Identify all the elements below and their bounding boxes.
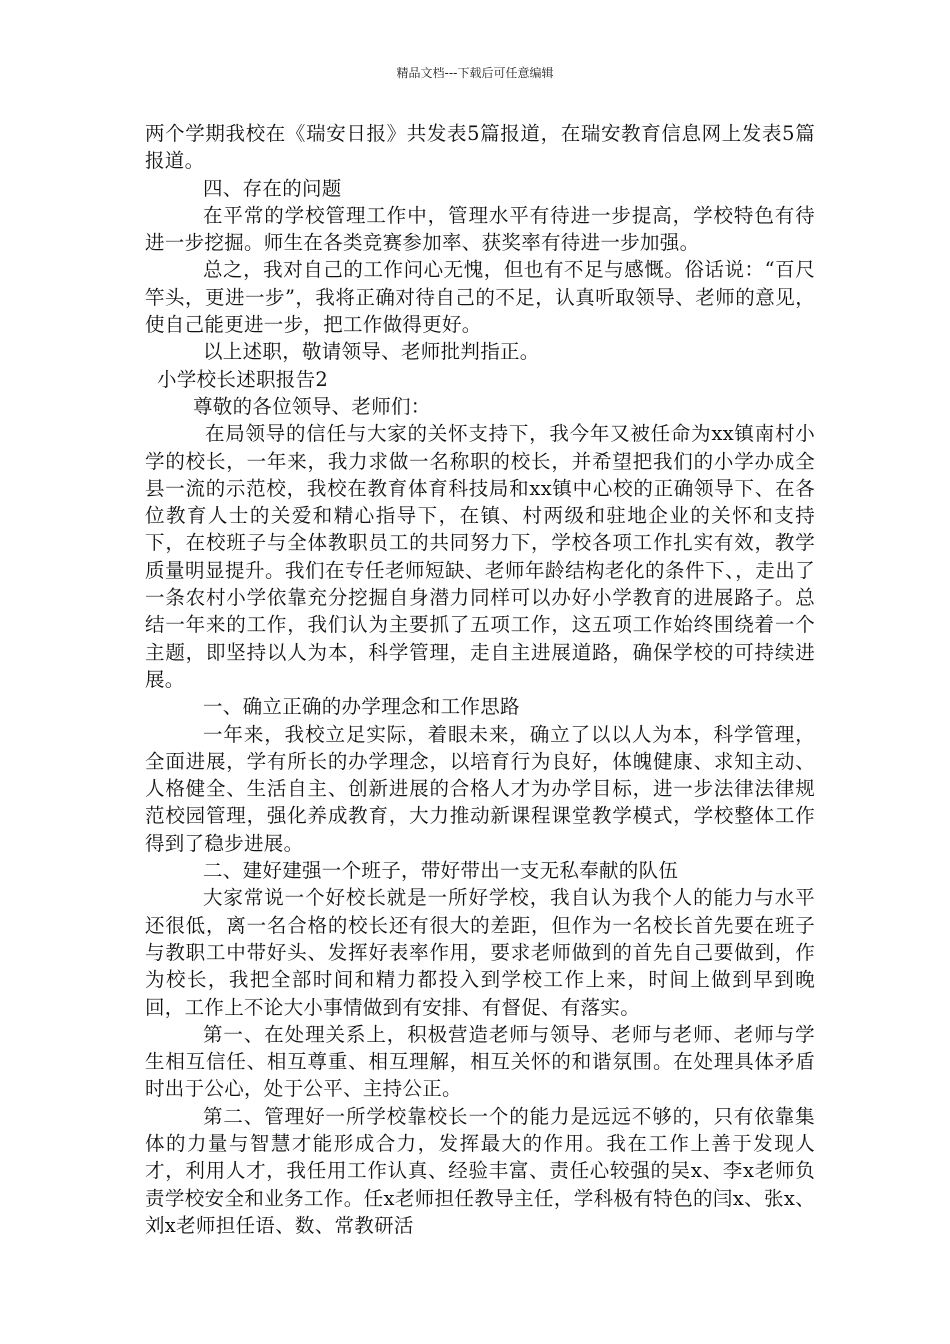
- section-heading: 四、存在的问题: [203, 176, 342, 200]
- paragraph: 大家常说一个好校长就是一所好学校，我自认为我个人的能力与水平还很低，离一名合格的校长还有很大的差距，但作为一名校长首先要在班子与教职工中带好头、发挥好表率作用，要求老师做到的首先自己要做到，作为校长，我把全部时间和精力都投入到学校工作上来，时间上做到早到晚回，工作上不论大小事情做到有安排、有督促、有落实。: [145, 886, 815, 1019]
- paragraph: 两个学期我校在《瑞安日报》共发表5篇报道，在瑞安教育信息网上发表5篇报道。: [145, 122, 815, 173]
- paragraph: 以上述职，敬请领导、老师批判指正。: [203, 340, 540, 364]
- document-body: [145, 120, 815, 1239]
- salutation: 尊敬的各位领导、老师们：: [193, 394, 431, 418]
- paragraph: 在平常的学校管理工作中，管理水平有待进一步提高，学校特色有待进一步挖掘。师生在各类竞赛参加率、获奖率有待进一步加强。: [145, 203, 815, 255]
- paragraph: 第二、管理好一所学校靠校长一个的能力是远远不够的，只有依靠集体的力量与智慧才能形成合力，发挥最大的作用。我在工作上善于发现人才，利用人才，我任用工作认真、经验丰富、责任心较强的吴x、李x老师负责学校安全和业务工作。任x老师担任教导主任，学科极有特色的闫x、张x、刘x老师担任语、数、常教研活: [145, 1104, 815, 1237]
- paragraph: 总之，我对自己的工作问心无愧，但也有不足与感慨。俗话说：“百尺竿头，更进一步”，我将正确对待自己的不足，认真听取领导、老师的意见，使自己能更进一步，把工作做得更好。: [145, 258, 815, 337]
- paragraph: 第一、在处理关系上，积极营造老师与领导、老师与老师、老师与学生相互信任、相互尊重、相互理解，相互关怀的和谐氛围。在处理具体矛盾时出于公心，处于公平、主持公正。: [145, 1022, 815, 1101]
- report-title: 小学校长述职报告2: [157, 367, 329, 391]
- paragraph: 一年来，我校立足实际，着眼未来，确立了以以人为本，科学管理，全面进展，学有所长的办学理念，以培育行为良好，体魄健康、求知主动、人格健全、生活自主、创新进展的合格人才为办学目标，进一步法律法律规范校园管理，强化养成教育，大力推动新课程课堂教学模式，学校整体工作得到了稳步进展。: [145, 722, 815, 855]
- paragraph: 在局领导的信任与大家的关怀支持下，我今年又被任命为xx镇南村小学的校长，一年来，我力求做一名称职的校长，并希望把我们的小学办成全县一流的示范校，我校在教育体育科技局和xx镇中心校的正确领导下、在各位教育人士的关爱和精心指导下，在镇、村两级和驻地企业的关怀和支持下，在校班子与全体教职员工的共同努力下，学校各项工作扎实有效，教学质量明显提升。我们在专任老师短缺、老师年龄结构老化的条件下、，走出了一条农村小学依靠充分挖掘自身潜力同样可以办好小学教育的进展路子。总结一年来的工作，我们认为主要抓了五项工作，这五项工作始终围绕着一个主题，即坚持以人为本，科学管理，走自主进展道路，确保学校的可持续进展。: [145, 422, 815, 691]
- page-header: 精品文档---下载后可任意编辑: [396, 66, 554, 80]
- section-heading: 二、建好建强一个班子，带好带出一支无私奉献的队伍: [203, 859, 679, 883]
- section-heading: 一、确立正确的办学理念和工作思路: [203, 695, 520, 719]
